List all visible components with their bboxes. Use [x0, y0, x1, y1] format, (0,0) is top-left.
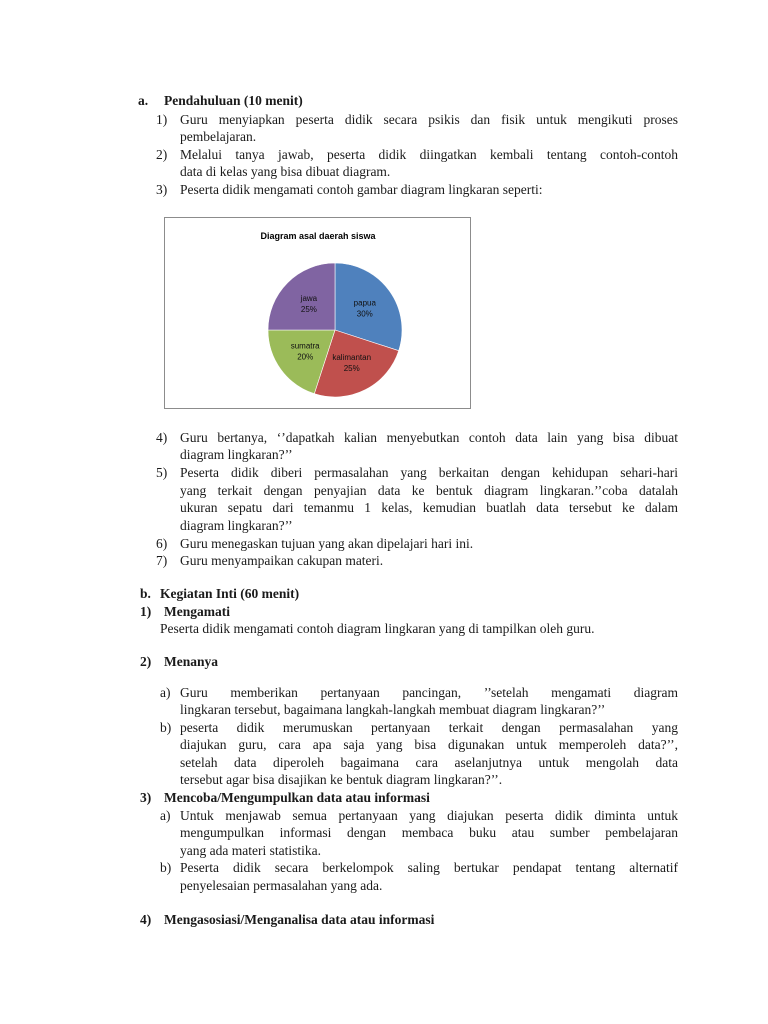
section-a-marker: a.: [138, 93, 149, 108]
subsection-title: Menanya: [164, 654, 218, 669]
pie-label-kalimantan: kalimantan: [332, 352, 372, 362]
list-item-number: b): [160, 860, 172, 875]
list-item-line: Peserta didik mengamati contoh gambar diagram lingkaran seperti:: [180, 182, 543, 197]
pie-value-papua: 30%: [356, 309, 373, 319]
list-item-number: a): [160, 808, 171, 823]
list-item-line: diagram lingkaran?’’: [180, 447, 293, 462]
pie-value-sumatra: 20%: [297, 352, 314, 362]
list-item-line: tersebut agar bisa disajikan ke bentuk diagram lingkaran?’’.: [180, 772, 503, 787]
list-item-line: Peserta didik diberi permasalahan yang berkaitan dengan kehidupan sehari-hari: [180, 465, 678, 480]
list-item-line: data di kelas yang bisa dibuat diagram.: [180, 164, 391, 179]
subsection-number: 3): [140, 790, 152, 805]
list-item-number: 2): [156, 147, 168, 162]
section-a-title: Pendahuluan (10 menit): [164, 93, 303, 108]
list-item-line: Melalui tanya jawab, peserta didik diingatkan kembali tentang contoh-contoh: [180, 147, 678, 162]
list-item-line: ukuran sepatu dari temanmu 1 kelas, kemudian buatlah data tersebut ke dalam: [180, 500, 678, 515]
list-item-number: 4): [156, 430, 168, 445]
pie-value-kalimantan: 25%: [343, 363, 360, 373]
pie-chart-svg: [165, 218, 470, 408]
list-item-line: Guru bertanya, ‘’dapatkah kalian menyebutkan contoh data lain yang bisa dibuat: [180, 430, 678, 445]
subsection-title: Mengamati: [164, 604, 230, 619]
list-item-line: Guru memberikan pertanyaan pancingan, ’’setelah mengamati diagram: [180, 685, 678, 700]
chart-title: Diagram asal daerah siswa: [260, 231, 376, 241]
list-item-number: a): [160, 685, 171, 700]
pie-value-jawa: 25%: [300, 304, 317, 314]
list-item-number: 6): [156, 536, 168, 551]
list-item-line: mengumpulkan informasi dengan membaca buku atau sumber pembelajaran: [180, 825, 678, 840]
pie-label-sumatra: sumatra: [290, 341, 320, 351]
list-item-number: 5): [156, 465, 168, 480]
list-item-line: yang ada materi statistika.: [180, 843, 321, 858]
list-item-line: lingkaran tersebut, bagaimana langkah-langkah membuat diagram lingkaran?’’: [180, 702, 606, 717]
section-b-marker: b.: [140, 586, 151, 601]
list-item-line: Peserta didik secara berkelompok saling bertukar pendapat tentang alternatif: [180, 860, 678, 875]
paragraph-line: Peserta didik mengamati contoh diagram lingkaran yang di tampilkan oleh guru.: [160, 621, 595, 636]
list-item-line: setelah data diperoleh bagaimana cara aselanjutnya untuk mengolah data: [180, 755, 678, 770]
list-item-line: Guru menyampaikan cakupan materi.: [180, 553, 384, 568]
pie-chart: [164, 217, 471, 409]
section-b-title: Kegiatan Inti (60 menit): [160, 586, 300, 601]
subsection-number: 1): [140, 604, 152, 619]
list-item-line: Guru menyiapkan peserta didik secara psikis dan fisik untuk mengikuti proses: [180, 112, 678, 127]
pie-label-jawa: jawa: [300, 293, 318, 303]
list-item-line: pembelajaran.: [180, 129, 257, 144]
list-item-line: Guru menegaskan tujuan yang akan dipelajari hari ini.: [180, 536, 474, 551]
list-item-number: 7): [156, 553, 168, 568]
list-item-line: Untuk menjawab semua pertanyaan yang diajukan peserta didik diminta untuk: [180, 808, 678, 823]
subsection-title: Mengasosiasi/Menganalisa data atau informasi: [164, 912, 435, 927]
list-item-number: 1): [156, 112, 168, 127]
list-item-number: b): [160, 720, 172, 735]
subsection-number: 2): [140, 654, 152, 669]
list-item-line: penyelesaian permasalahan yang ada.: [180, 878, 383, 893]
list-item-line: diagram lingkaran?’’: [180, 518, 293, 533]
list-item-line: peserta didik merumuskan pertanyaan terkait dengan permasalahan yang: [180, 720, 678, 735]
list-item-line: yang terkait dengan penyajian data ke bentuk diagram lingkaran.’’coba datalah: [180, 483, 678, 498]
pie-label-papua: papua: [353, 298, 376, 308]
subsection-number: 4): [140, 912, 152, 927]
list-item-line: diajukan guru, cara apa saja yang bisa digunakan untuk memperoleh data?’’,: [180, 737, 678, 752]
subsection-title: Mencoba/Mengumpulkan data atau informasi: [164, 790, 430, 805]
list-item-number: 3): [156, 182, 168, 197]
